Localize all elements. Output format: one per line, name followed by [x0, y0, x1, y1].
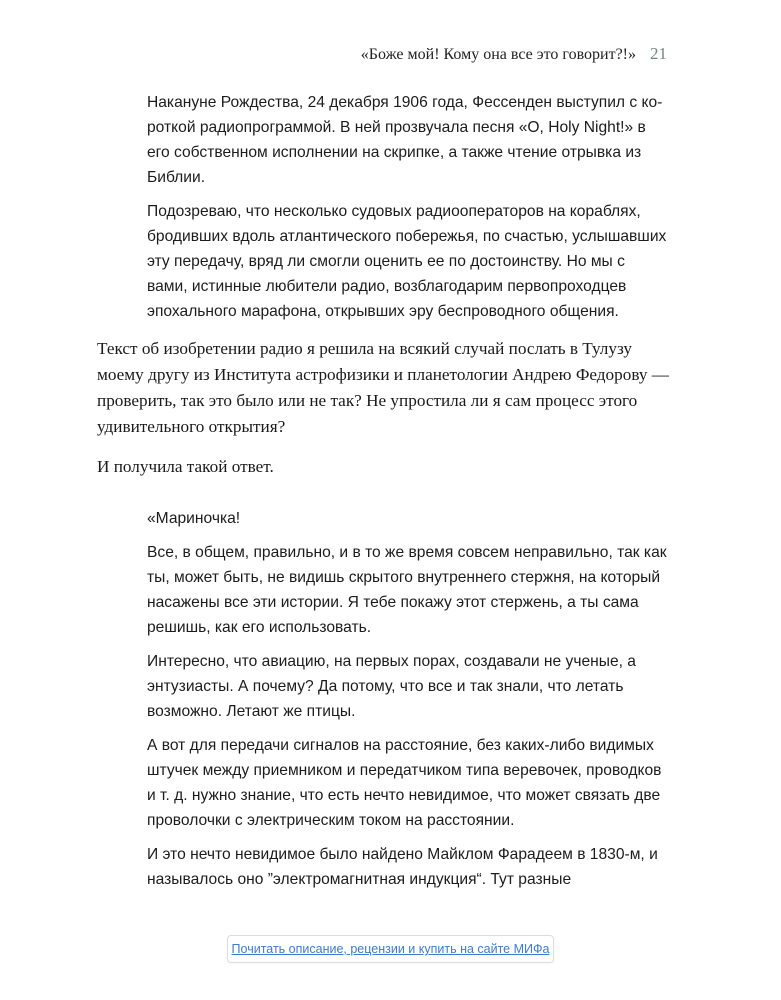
quote-block-1	[147, 90, 667, 333]
chapter-title: «Боже мой! Кому она все это говорит?!»	[360, 46, 636, 63]
quote-paragraph: Интересно, что авиацию, на первых порах, создавали не ученые, а энтузиасты. А почему? Да потому, что все и так знали, что летать возможно. Летают же птицы.	[147, 653, 636, 720]
page-number: 21	[650, 44, 667, 63]
quote-paragraph: Подозреваю, что несколько судовых радиооператоров на кораблях, бродивших вдоль атлантического побережья, по счастью, услышавших эту передачу, вряд ли смогли оценить ее по достоинству. Но мы с вами, истинные любители радио, возблагодарим первопроходцев эпохального марафона, открывших эру беспроводного общения.	[147, 203, 667, 320]
buy-link-button[interactable]	[227, 935, 554, 963]
running-head	[361, 44, 667, 64]
body-paragraph: Текст об изобретении радио я решила на всякий случай послать в Тулузу моему другу из Института астрофизики и планетологии Андрею Федорову — проверить, так это было или не так? Не упростила ли я сам процесс этого удивительного открытия?	[97, 339, 669, 436]
quote-paragraph: И это нечто невидимое было найдено Майклом Фарадеем в 1830-м, и называлось оно ”электромагнитная индукция“. Тут разные	[147, 846, 658, 888]
quote-paragraph: А вот для передачи сигналов на расстояние, без каких-либо видимых штучек между приемником и передатчиком типа веревочек, проводков и т. д. нужно знание, что есть нечто невидимое, что может связать две проволочки с электрическим током на расстоянии.	[147, 737, 662, 829]
main-text	[97, 336, 682, 494]
quote-block-2	[147, 506, 667, 901]
quote-paragraph: Накануне Рождества, 24 декабря 1906 года, Фессенден выступил с короткой радиопрограммой. В ней прозвучала песня «O, Holy Night!» в его собственном исполнении на скрипке, а также чтение отрывка из Библии.	[147, 94, 663, 186]
letter-greeting: «Мариночка!	[147, 510, 241, 527]
buy-link-label[interactable]: Почитать описание, рецензии и купить на сайте МИФа	[231, 942, 550, 956]
quote-paragraph: Все, в общем, правильно, и в то же время совсем неправильно, так как ты, может быть, не видишь скрытого внутреннего стержня, на который насажены все эти истории. Я тебе покажу этот стержень, а ты сама решишь, как его использовать.	[147, 544, 667, 636]
body-paragraph: И получила такой ответ.	[97, 457, 274, 476]
